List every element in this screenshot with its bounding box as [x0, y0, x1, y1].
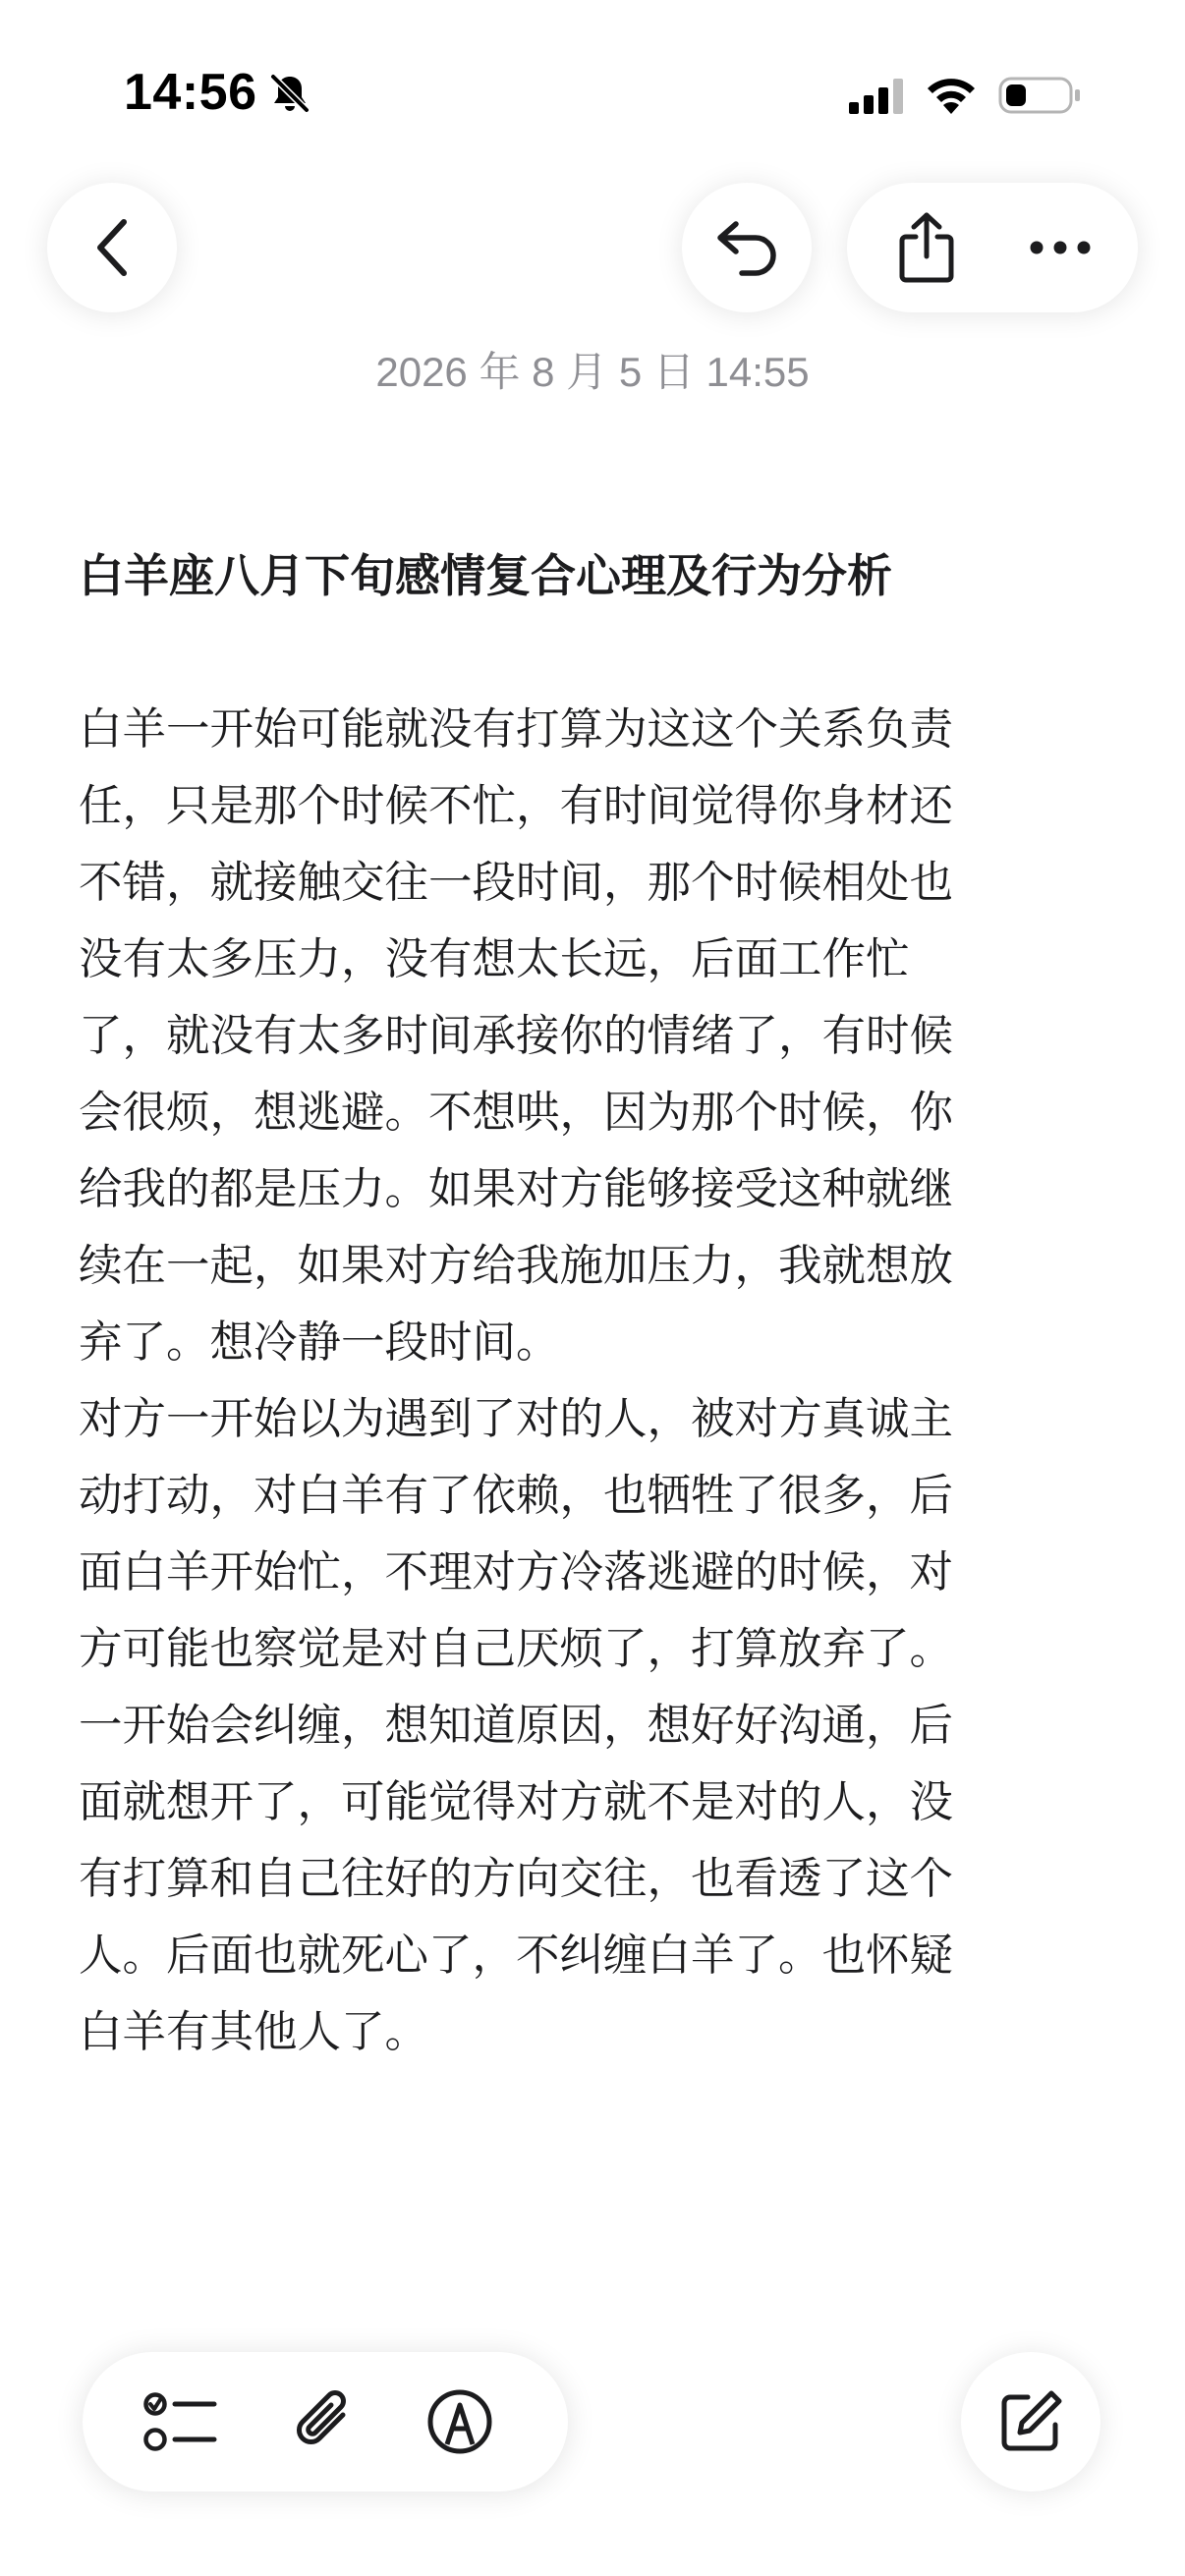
bell-slash-icon	[267, 71, 312, 116]
note-line: 白羊有其他人了。	[79, 2007, 429, 2057]
note-body[interactable]	[79, 692, 1108, 2071]
note-line: 动打动，对白羊有了依赖，也牺牲了很多，后	[79, 1471, 954, 1521]
undo-icon	[712, 216, 781, 279]
markup-pen-icon	[425, 2387, 494, 2456]
note-line: 人。后面也就死心了，不纠缠白羊了。也怀疑	[79, 1931, 954, 1981]
bottom-toolbar	[83, 2352, 568, 2492]
undo-button[interactable]	[682, 183, 812, 312]
note-line: 给我的都是压力。如果对方能够接受这种就继	[79, 1164, 954, 1214]
note-date: 2026 年 8 月 5 日 14:55	[375, 349, 810, 395]
markup-button[interactable]	[399, 2352, 521, 2492]
compose-icon	[998, 2389, 1063, 2454]
note-line: 方可能也察觉是对自己厌烦了，打算放弃了。	[79, 1624, 954, 1674]
more-icon	[1029, 240, 1092, 255]
back-button[interactable]	[47, 183, 177, 312]
compose-button[interactable]	[961, 2352, 1100, 2492]
note-line: 弃了。想冷静一段时间。	[79, 1317, 560, 1368]
wifi-icon	[924, 73, 979, 114]
note-line: 了，就没有太多时间承接你的情绪了，有时候	[79, 1011, 954, 1061]
status-time: 14:56	[124, 64, 257, 121]
note-line: 面就想开了，可能觉得对方就不是对的人，没	[79, 1777, 954, 1827]
note-line: 没有太多压力，没有想太长远，后面工作忙	[79, 934, 910, 984]
note-line: 有打算和自己往好的方向交往，也看透了这个	[79, 1854, 954, 1904]
note-line: 会很烦，想逃避。不想哄，因为那个时候，你	[79, 1088, 954, 1138]
signal-icon	[849, 79, 906, 114]
share-more-group	[847, 183, 1138, 312]
note-line: 面白羊开始忙，不理对方冷落逃避的时候，对	[79, 1547, 954, 1597]
paperclip-icon	[292, 2387, 357, 2456]
share-icon	[896, 211, 957, 284]
note-line: 任，只是那个时候不忙，有时间觉得你身材还	[79, 781, 954, 831]
note-line: 对方一开始以为遇到了对的人，被对方真诚主	[79, 1394, 954, 1444]
note-line: 白羊一开始可能就没有打算为这这个关系负责	[79, 704, 954, 755]
battery-icon	[998, 75, 1083, 116]
share-button[interactable]	[861, 183, 992, 312]
note-line: 续在一起，如果对方给我施加压力，我就想放	[79, 1241, 954, 1291]
more-button[interactable]	[994, 183, 1126, 312]
note-line: 一开始会纠缠，想知道原因，想好好沟通，后	[79, 1701, 954, 1751]
attachment-button[interactable]	[263, 2352, 385, 2492]
note-title[interactable]: 白羊座八月下旬感情复合心理及行为分析	[79, 549, 892, 602]
checklist-icon	[143, 2390, 218, 2453]
status-bar	[0, 0, 1185, 187]
checklist-button[interactable]	[120, 2352, 242, 2492]
note-line: 不错，就接触交往一段时间，那个时候相处也	[79, 858, 954, 908]
chevron-left-icon	[90, 216, 134, 279]
